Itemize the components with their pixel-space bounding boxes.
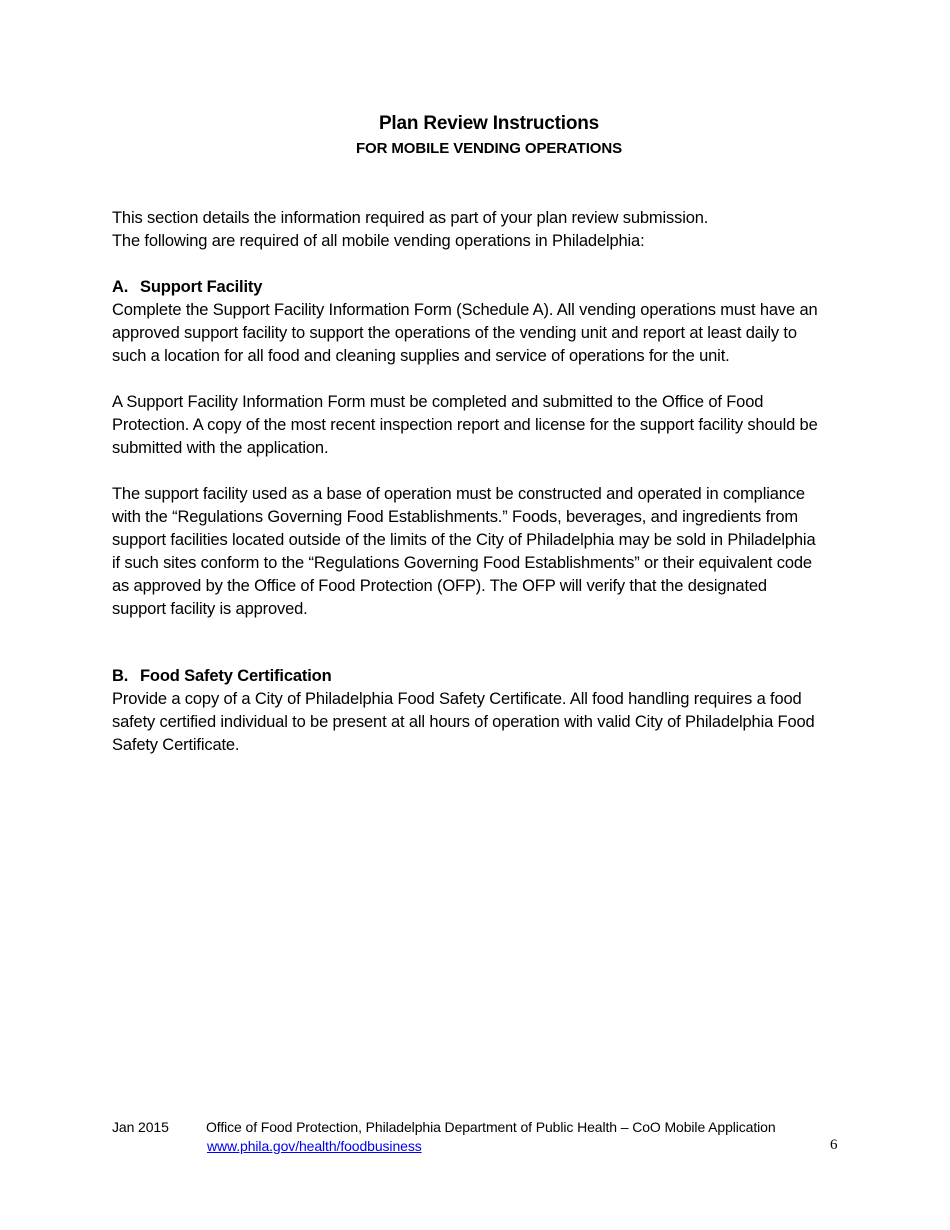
page-title: Plan Review Instructions: [378, 113, 600, 134]
footer-date: Jan 2015: [112, 1119, 169, 1135]
document-body: [112, 207, 822, 757]
intro-line-1: This section details the information required as part of your plan review submission.: [112, 209, 709, 227]
section-spacer: [112, 621, 822, 665]
section-a-title: Support Facility: [140, 278, 263, 296]
intro-line-2: The following are required of all mobile vending operations in Philadelphia:: [112, 232, 645, 250]
section-b-title: Food Safety Certification: [140, 667, 332, 685]
section-b-letter: B.: [112, 667, 129, 685]
section-a-paragraph-1: Complete the Support Facility Information Form (Schedule A). All vending operations must have an approved support facility to support the operations of the vending unit and report at least daily to such a location for all food and cleaning supplies and service of operations for the unit.: [112, 301, 818, 365]
section-b-heading: [112, 665, 822, 688]
page-number: 6: [830, 1137, 838, 1153]
footer-website-link[interactable]: www.phila.gov/health/foodbusiness: [207, 1138, 422, 1154]
section-b-paragraph-1: Provide a copy of a City of Philadelphia Food Safety Certificate. All food handling requires a food safety certified individual to be present at all hours of operation with valid City of Philadelphia Food Safety Certificate.: [112, 690, 815, 754]
section-a-heading: [112, 276, 822, 299]
footer-office: Office of Food Protection, Philadelphia Department of Public Health – CoO Mobile Application: [206, 1119, 776, 1135]
paragraph-spacer: [112, 460, 822, 483]
page-subtitle: FOR MOBILE VENDING OPERATIONS: [355, 140, 622, 157]
section-a-letter: A.: [112, 278, 129, 296]
paragraph-spacer: [112, 368, 822, 391]
section-a-paragraph-2: A Support Facility Information Form must be completed and submitted to the Office of Food Protection. A copy of the most recent inspection report and license for the support facility should be submitted with the application.: [112, 393, 818, 457]
section-a-paragraph-3: The support facility used as a base of operation must be constructed and operated in compliance with the “Regulations Governing Food Establishments.” Foods, beverages, and ingredients from support facilities located outside of the limits of the City of Philadelphia may be sold in Philadelphia if such sites conform to the “Regulations Governing Food Establishments” or their equivalent code as approved by the Office of Food Protection (OFP). The OFP will verify that the designated support facility is approved.: [112, 485, 816, 618]
